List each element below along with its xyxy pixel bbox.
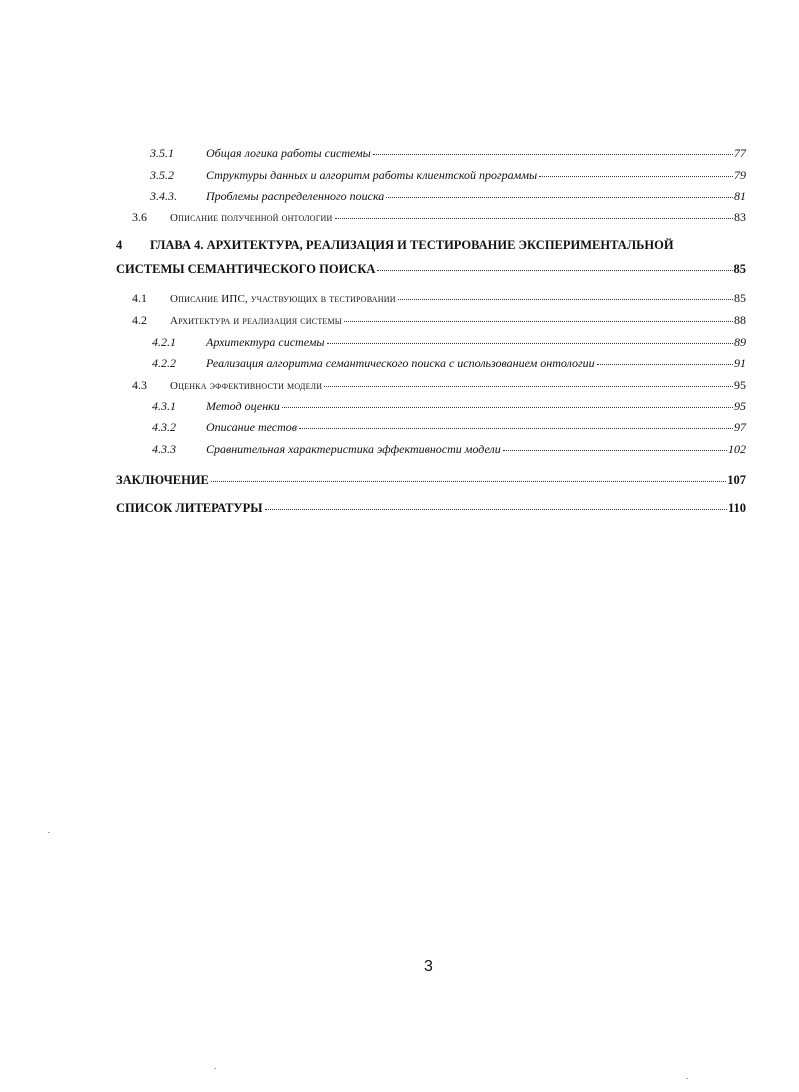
toc-entry <box>150 146 746 160</box>
toc-entry-page: 95 <box>734 378 746 392</box>
toc-entry-page: 88 <box>734 313 746 327</box>
toc-entry <box>132 210 746 225</box>
toc-entry <box>132 313 746 328</box>
toc-entry-page: 81 <box>734 189 746 203</box>
toc-leader-dots <box>539 166 733 177</box>
toc-chapter-entry <box>116 262 746 276</box>
toc-leader-dots <box>377 260 732 271</box>
toc-entry-title: Архитектура системы <box>206 335 325 349</box>
toc-entry-title: Архитектура и реализация системы <box>170 315 342 327</box>
toc-leader-dots <box>324 376 733 387</box>
toc-leader-dots <box>327 333 733 344</box>
toc-entry-page: 85 <box>733 262 746 276</box>
toc-entry-title: Описание полученной онтологии <box>170 212 333 224</box>
toc-leader-dots <box>299 418 733 429</box>
toc-entry-title: СПИСОК ЛИТЕРАТУРЫ <box>116 501 263 515</box>
toc-entry <box>152 356 746 370</box>
toc-entry <box>150 168 746 182</box>
toc-leader-dots <box>398 289 733 300</box>
toc-leader-dots <box>503 440 727 451</box>
toc-entry-number: 3.6 <box>132 210 147 224</box>
toc-entry-title: ЗАКЛЮЧЕНИЕ <box>116 473 209 487</box>
toc-entry-title: Сравнительная характеристика эффективности модели <box>206 442 501 456</box>
toc-chapter-title-line2: СИСТЕМЫ СЕМАНТИЧЕСКОГО ПОИСКА <box>116 262 376 276</box>
toc-entry-number: 4.1 <box>132 291 147 305</box>
toc-entry-page: 79 <box>734 168 746 182</box>
toc-entry-number: 4.3.3 <box>152 442 176 456</box>
toc-entry-page: 89 <box>734 335 746 349</box>
toc-entry-number: 4.3.1 <box>152 399 176 413</box>
toc-entry-number: 4.2 <box>132 313 147 327</box>
toc-entry-page: 110 <box>727 501 746 515</box>
toc-leader-dots <box>373 144 733 155</box>
toc-leader-dots <box>265 499 727 510</box>
toc-leader-dots <box>282 397 733 408</box>
toc-entry-page: 85 <box>734 291 746 305</box>
toc-entry <box>152 335 746 349</box>
toc-chapter-number: 4 <box>116 238 123 252</box>
toc-entry-page: 83 <box>734 210 746 224</box>
toc-entry-title: Общая логика работы системы <box>206 146 371 160</box>
toc-entry-number: 4.2.1 <box>152 335 176 349</box>
toc-entry <box>132 291 746 306</box>
toc-entry-title: Метод оценки <box>206 399 280 413</box>
page-number: 3 <box>424 958 433 975</box>
toc-entry-page: 97 <box>734 420 746 434</box>
toc-leader-dots <box>386 187 733 198</box>
toc-leader-dots <box>335 208 734 219</box>
toc-entry-title: Описание ИПС, участвующих в тестировании <box>170 293 396 305</box>
toc-entry-page: 91 <box>734 356 746 370</box>
toc-entry <box>150 189 746 203</box>
toc-entry-title: Оценка эффективности модели <box>170 380 323 392</box>
toc-leader-dots <box>211 471 726 482</box>
scan-speck <box>214 1068 216 1069</box>
toc-entry <box>152 420 746 434</box>
toc-references-entry <box>116 501 746 515</box>
toc-entry-number: 4.3 <box>132 378 147 392</box>
toc-chapter-title-line1: ГЛАВА 4. АРХИТЕКТУРА, РЕАЛИЗАЦИЯ И ТЕСТИРОВАНИЕ ЭКСПЕРИМЕНТАЛЬНОЙ <box>150 238 674 252</box>
toc-entry <box>152 399 746 413</box>
toc-entry-title: Проблемы распределенного поиска <box>206 189 385 203</box>
toc-conclusion-entry <box>116 473 746 487</box>
toc-entry-number: 3.4.3. <box>150 189 177 203</box>
scan-speck <box>48 832 50 833</box>
toc-entry-title: Реализация алгоритма семантического поиска с использованием онтологии <box>206 356 595 370</box>
toc-entry-page: 95 <box>734 399 746 413</box>
toc-entry-title: Структуры данных и алгоритм работы клиентской программы <box>206 168 538 182</box>
toc-entry-page: 107 <box>727 473 746 487</box>
toc-entry <box>132 378 746 393</box>
toc-entry-title: Описание тестов <box>206 420 297 434</box>
toc-entry-number: 4.2.2 <box>152 356 176 370</box>
scan-speck <box>686 1078 688 1079</box>
toc-entry <box>152 442 746 456</box>
toc-entry-page: 77 <box>734 146 746 160</box>
toc-entry-number: 4.3.2 <box>152 420 176 434</box>
toc-entry-number: 3.5.1 <box>150 146 174 160</box>
toc-leader-dots <box>344 311 733 322</box>
toc-entry-page: 102 <box>728 442 746 456</box>
toc-chapter-heading <box>116 238 746 253</box>
toc-entry-number: 3.5.2 <box>150 168 174 182</box>
toc-leader-dots <box>597 354 733 365</box>
